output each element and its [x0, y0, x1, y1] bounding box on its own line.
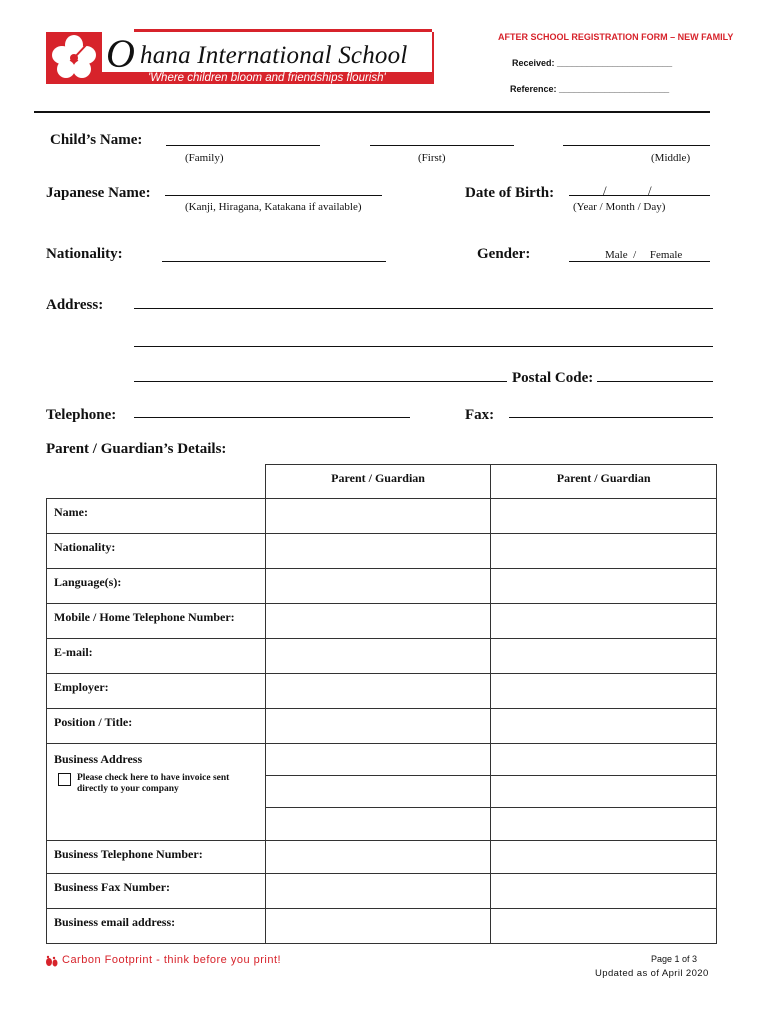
fax-input[interactable] — [509, 417, 713, 418]
guardian-2-business-address-cell-2[interactable] — [491, 776, 717, 808]
guardian-2-name-cell[interactable] — [491, 499, 717, 534]
page-number: Page 1 of 3 — [651, 954, 698, 964]
logo-initial: O — [106, 31, 135, 76]
guardian-col-1-header: Parent / Guardian — [265, 465, 491, 499]
guardian-2-position-cell[interactable] — [491, 709, 717, 744]
guardian-1-employer-cell[interactable] — [265, 674, 491, 709]
guardian-2-business-address-cell-1[interactable] — [491, 744, 717, 776]
address-line-1[interactable] — [134, 308, 713, 309]
guardian-1-business-email-cell[interactable] — [265, 909, 491, 944]
row-label-business-email: Business email address: — [47, 909, 266, 944]
reference-field[interactable]: Reference: ______________________ — [510, 84, 670, 94]
postal-code-input[interactable] — [597, 381, 713, 382]
japanese-name-input[interactable] — [165, 195, 382, 196]
japanese-name-hint: (Kanji, Hiragana, Katakana if available) — [185, 201, 362, 213]
guardian-2-business-email-cell[interactable] — [491, 909, 717, 944]
address-line-3[interactable] — [134, 381, 507, 382]
row-label-email: E-mail: — [47, 639, 266, 674]
form-title: AFTER SCHOOL REGISTRATION FORM – NEW FAMILY — [498, 32, 734, 42]
middle-name-input[interactable] — [563, 145, 710, 146]
dob-input[interactable] — [569, 195, 710, 196]
telephone-label: Telephone: — [46, 407, 117, 423]
address-line-2[interactable] — [134, 346, 713, 347]
dob-label: Date of Birth: — [465, 185, 555, 201]
fax-label: Fax: — [465, 407, 495, 423]
logo-school-name: hana International School — [140, 42, 408, 69]
updated-date: Updated as of April 2020 — [595, 968, 709, 979]
header-divider — [34, 111, 710, 113]
guardian-2-email-cell[interactable] — [491, 639, 717, 674]
japanese-name-label: Japanese Name: — [46, 185, 151, 201]
row-label-position: Position / Title: — [47, 709, 266, 744]
row-label-nationality: Nationality: — [47, 534, 266, 569]
guardian-1-email-cell[interactable] — [265, 639, 491, 674]
postal-code-label: Postal Code: — [512, 370, 594, 386]
gender-input[interactable] — [569, 261, 710, 262]
address-label: Address: — [46, 297, 104, 313]
guardian-1-nationality-cell[interactable] — [265, 534, 491, 569]
first-name-input[interactable] — [370, 145, 514, 146]
guardian-section-title: Parent / Guardian’s Details: — [46, 441, 227, 457]
guardian-1-business-address-cell-3[interactable] — [265, 808, 491, 841]
telephone-input[interactable] — [134, 417, 410, 418]
guardian-2-languages-cell[interactable] — [491, 569, 717, 604]
childs-name-label: Child’s Name: — [50, 132, 143, 148]
guardian-2-business-address-cell-3[interactable] — [491, 808, 717, 841]
guardian-1-name-cell[interactable] — [265, 499, 491, 534]
row-label-phone: Mobile / Home Telephone Number: — [47, 604, 266, 639]
guardian-2-business-fax-cell[interactable] — [491, 874, 717, 909]
nationality-label: Nationality: — [46, 246, 123, 262]
guardian-2-phone-cell[interactable] — [491, 604, 717, 639]
received-field[interactable]: Received: _______________________ — [512, 58, 673, 68]
row-label-business-fax: Business Fax Number: — [47, 874, 266, 909]
guardian-1-business-address-cell-1[interactable] — [265, 744, 491, 776]
invoice-check-row[interactable] — [58, 773, 265, 795]
gender-label: Gender: — [477, 246, 531, 262]
guardian-1-business-fax-cell[interactable] — [265, 874, 491, 909]
dob-slash-1: / — [603, 183, 607, 198]
guardian-2-employer-cell[interactable] — [491, 674, 717, 709]
family-hint: (Family) — [185, 152, 224, 164]
carbon-footprint-note: Carbon Footprint - think before you print! — [62, 954, 282, 966]
guardian-table-corner — [47, 465, 266, 499]
dob-slash-2: / — [648, 183, 652, 198]
row-label-name: Name: — [47, 499, 266, 534]
row-label-business-address: Business Address — [54, 752, 143, 766]
guardian-2-nationality-cell[interactable] — [491, 534, 717, 569]
family-name-input[interactable] — [166, 145, 320, 146]
middle-hint: (Middle) — [651, 152, 691, 164]
guardian-col-2-header: Parent / Guardian — [491, 465, 717, 499]
dob-hint: (Year / Month / Day) — [573, 201, 666, 213]
first-hint: (First) — [418, 152, 446, 164]
guardian-1-phone-cell[interactable] — [265, 604, 491, 639]
row-label-languages: Language(s): — [47, 569, 266, 604]
hibiscus-icon — [48, 33, 100, 81]
gender-options[interactable]: Male / Female — [605, 249, 683, 261]
nationality-input[interactable] — [162, 261, 386, 262]
row-label-business-phone: Business Telephone Number: — [47, 841, 266, 874]
invoice-checkbox[interactable] — [58, 773, 71, 786]
row-label-employer: Employer: — [47, 674, 266, 709]
guardian-1-position-cell[interactable] — [265, 709, 491, 744]
guardian-1-business-address-cell-2[interactable] — [265, 776, 491, 808]
guardian-1-business-phone-cell[interactable] — [265, 841, 491, 874]
guardian-2-business-phone-cell[interactable] — [491, 841, 717, 874]
guardian-1-languages-cell[interactable] — [265, 569, 491, 604]
logo-tagline: 'Where children bloom and friendships flourish' — [148, 72, 386, 84]
footprint-icon — [44, 955, 58, 967]
invoice-check-label: Please check here to have invoice sent directly to your company — [77, 773, 230, 794]
row-label-business-address-block — [47, 744, 266, 841]
guardian-table — [46, 464, 717, 944]
